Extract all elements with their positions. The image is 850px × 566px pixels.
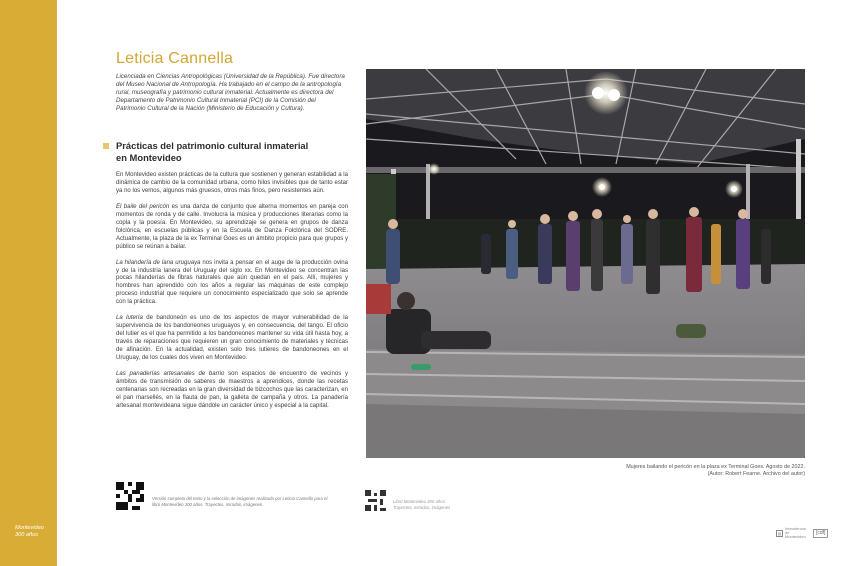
caption-line2: (Autor: Robert Fearne. Archivo del autor) bbox=[707, 471, 805, 477]
hilanderia-term: La hilandería de lana uruguaya bbox=[116, 259, 201, 266]
luteria-term: La lutería bbox=[116, 315, 143, 322]
paragraph-hilanderia bbox=[116, 260, 348, 308]
qr-code-book[interactable] bbox=[365, 490, 386, 511]
paragraph-intro: En Montevideo existen prácticas de la cultura que sostienen y generan estabilidad a la dinámica de cambio de la comunidad urbana, como hilos invisibles que de tanto estar ya no los vemos, algunos más gruesos, otros más finos, pero resistentes aún. bbox=[116, 172, 348, 194]
paragraph-luteria bbox=[116, 315, 348, 363]
author-bio: Licenciada en Ciencias Antropológicas (Universidad de la República). Fue directora del Museo Nacional de Antropología. Ha trabajado en el campo de la antropología rural, museografía y patrimonio cultural inmaterial. Actualmente es directora del Departamento de Patrimonio Cultural Inmaterial (PCI) de la Comisión del Patrimonio Cultural de la Nación (Ministerio de Educación y Cultura). bbox=[116, 73, 345, 113]
sidebar-label-line1: Montevideo bbox=[15, 525, 44, 531]
qr-note-full-text: Versión completa del texto y la selección de imágenes realizada por Leticia Cannella para el libro Montevideo 300 años. Trayectos, miradas, imágenes. bbox=[152, 496, 328, 507]
paragraph-panaderias bbox=[116, 371, 348, 411]
article-body bbox=[116, 172, 348, 419]
sidebar-label bbox=[15, 525, 44, 538]
qr-note-book-line2: Trayectos, miradas, imágenes bbox=[393, 504, 451, 510]
qr-note-book-line1: Libro Montevideo 300 años. bbox=[393, 499, 447, 504]
author-name: Leticia Cannella bbox=[116, 50, 234, 67]
panaderias-term: Las panaderías artesanales de barrio bbox=[116, 371, 225, 378]
cdf-logo: [cdf] bbox=[813, 529, 828, 538]
luteria-text: de bandoneón es uno de los aspectos de mayor vulnerabilidad de la supervivencia de los bandoneones uruguayos y, en consecuencia, del tango. El oficio del lutier es el que ha permitido a los bandoneones mantener su vida útil hasta hoy, a través de reparaciones que requieren un gran conocimiento de materiales y técnicas de afinación. En la actualidad, existen solo tres lutieres de bandoneones en el Uruguay, de los cuales dos viven en Montevideo. bbox=[116, 315, 348, 362]
intendencia-logo-text: Intendencia de Montevideo bbox=[785, 526, 806, 539]
section-title: Prácticas del patrimonio cultural inmaterial en Montevideo bbox=[116, 140, 309, 163]
pericon-term: El baile del pericón bbox=[116, 203, 170, 210]
panaderias-text: son espacios de encuentro de vecinos y ámbitos de transmisión de saberes de maestros a aprendices, donde las recetas centenarias son recreadas en la gran diversidad de bizcochos que las caracterizan, en el pan marsellés, en la flauta de pan, la galleta de campaña y otros. La panadería artesanal montevideana sigue dándole un carácter único y especial a la capital. bbox=[116, 371, 348, 409]
hilanderia-text: nos invita a pensar en el auge de la producción ovina y de la industria lanera del Uruguay del siglo xx. En Montevideo se concentran las pocas hilanderías de fibras naturales que aún quedan en el país. Allí, mujeres y hombres han aprendido con los años a regular las máquinas de este complejo proceso industrial que requiere un conocimiento especializado que solo se aprende con la práctica. bbox=[116, 259, 348, 306]
sidebar-band bbox=[0, 0, 57, 566]
qr-note-book bbox=[393, 499, 483, 510]
sidebar-label-line2: 300 años bbox=[15, 531, 39, 538]
photo-caption bbox=[366, 464, 805, 478]
photo-pericon-dancers bbox=[366, 69, 805, 458]
pericon-text: es una danza de conjunto que alterna momentos en pareja con momentos de ronda y de calle. Involucra la música y producciones literarias como la copla y la poesía. En Montevideo, su aprendizaje se genera en grupos de danza folclórica, en escuelas públicas y en la Escuela de Danza Folclórica del SODRE. Actualmente, la plaza de la ex Terminal Goes es un ámbito propicio para que grupos y público se reúnan a bailar. bbox=[116, 203, 348, 250]
paragraph-pericon bbox=[116, 204, 348, 252]
footer-logos bbox=[776, 527, 828, 539]
qr-code-full-text[interactable] bbox=[116, 482, 144, 510]
caption-line1: Mujeres bailando el pericón en la plaza ex Terminal Goes. Agosto de 2022. bbox=[626, 464, 805, 470]
section-bullet bbox=[103, 143, 109, 149]
intendencia-logo bbox=[776, 527, 807, 539]
intendencia-logo-icon: ▤ bbox=[777, 530, 782, 536]
